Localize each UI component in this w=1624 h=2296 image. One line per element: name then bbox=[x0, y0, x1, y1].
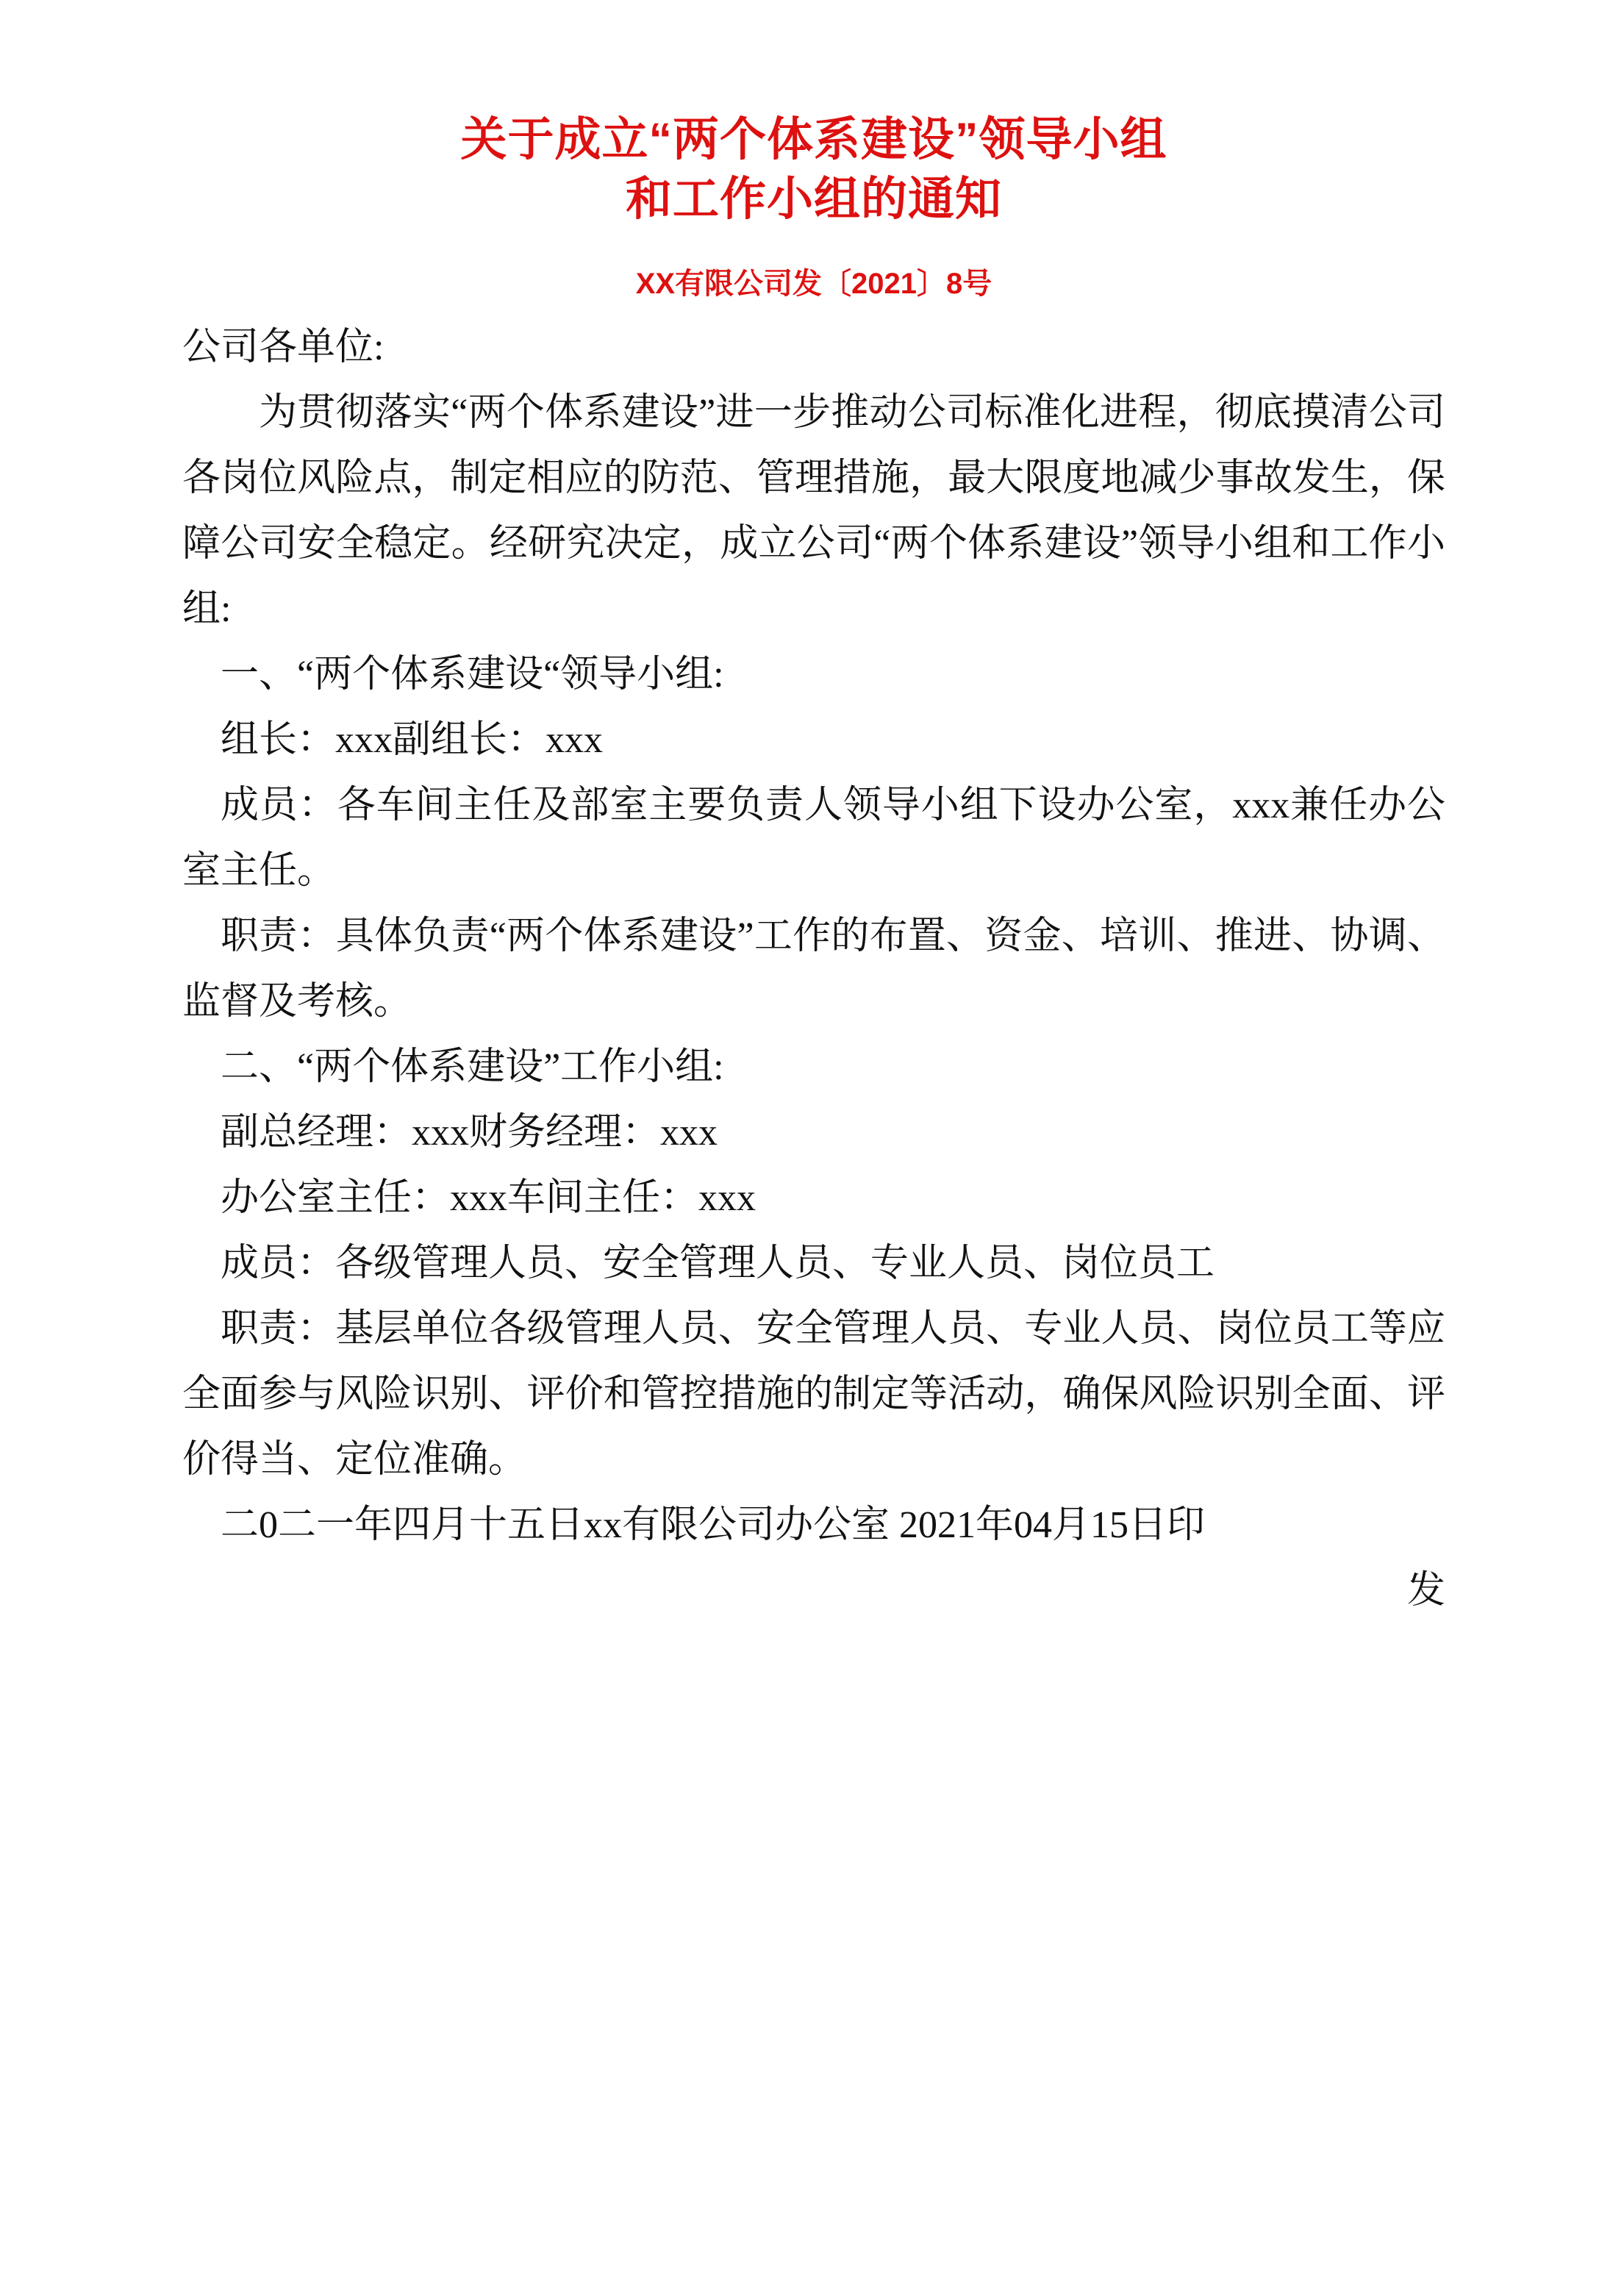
closing-line bbox=[182, 1492, 1445, 1623]
section-two-deputy-manager-line: 副总经理：xxx财务经理：xxx bbox=[221, 1112, 718, 1154]
paragraph-intro: 为贯彻落实“两个体系建设”进一步推动公司标准化进程，彻底摸清公司各岗位风险点，制定相应的防范、管理措施，最大限度地减少事故发生，保障公司安全稳定。经研究决定，成立公司“两个体系建设”领导小组和工作小组: bbox=[182, 392, 1445, 630]
section-two-heading: 二、“两个体系建设”工作小组: bbox=[221, 1046, 724, 1088]
title-block bbox=[182, 0, 1445, 229]
section-one-duties: 职责：具体负责“两个体系建设”工作的布置、资金、培训、推进、协调、监督及考核。 bbox=[182, 915, 1445, 1023]
document-sheet bbox=[182, 0, 1445, 1623]
section-one-leader-line: 组长：xxx副组长：xxx bbox=[221, 719, 604, 761]
document-title-line-2: 和工作小组的通知 bbox=[626, 174, 1002, 225]
closing-tail-character: 发 bbox=[1406, 1570, 1445, 1612]
document-number: XX有限公司发〔2021〕8号 bbox=[635, 268, 992, 300]
document-title-line-1: 关于成立“两个体系建设”领导小组 bbox=[460, 114, 1167, 165]
section-one-members: 成员：各车间主任及部室主要负责人领导小组下设办公室，xxx兼任办公室主任。 bbox=[182, 784, 1445, 892]
section-one-heading: 一、“两个体系建设“领导小组: bbox=[221, 654, 724, 695]
closing-date-text: 二0二一年四月十五日xx有限公司办公室 2021年04月15日印 bbox=[221, 1504, 1206, 1546]
salutation: 公司各单位: bbox=[182, 326, 384, 368]
section-two-duties: 职责：基层单位各级管理人员、安全管理人员、专业人员、岗位员工等应全面参与风险识别、评价和管控措施的制定等活动，确保风险识别全面、评价得当、定位准确。 bbox=[182, 1308, 1445, 1481]
section-two-members: 成员：各级管理人员、安全管理人员、专业人员、岗位员工 bbox=[221, 1242, 1215, 1284]
section-two-office-director-line: 办公室主任：xxx车间主任：xxx bbox=[221, 1177, 756, 1219]
document-body bbox=[182, 315, 1445, 1623]
